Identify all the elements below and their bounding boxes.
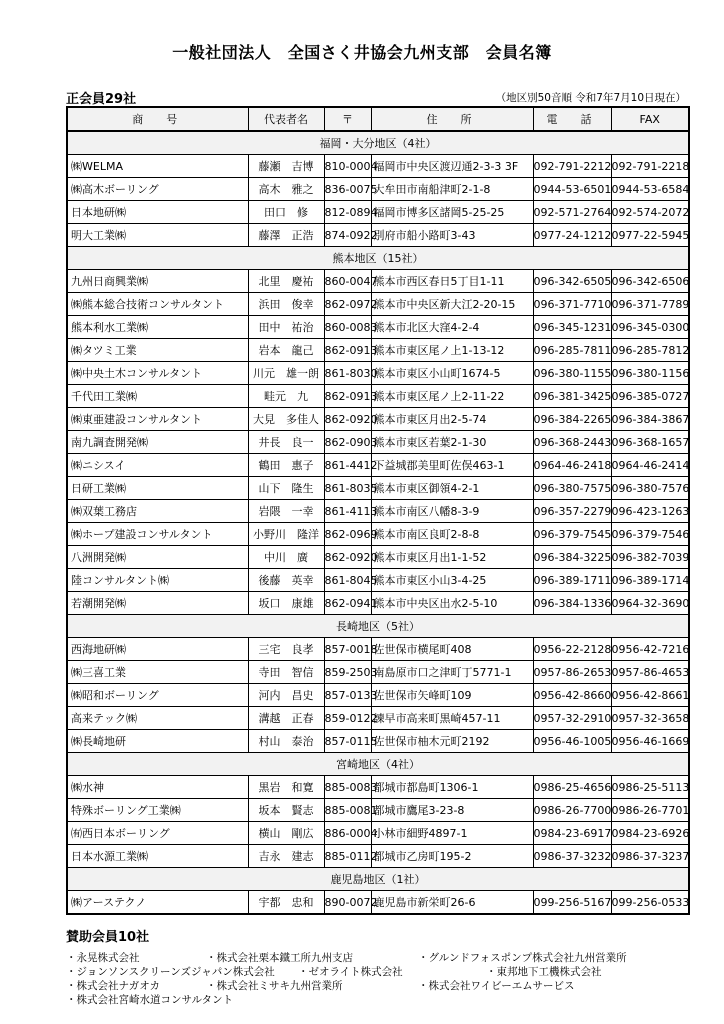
- member-zip: 885-0112: [324, 845, 371, 868]
- member-zip: 885-0081: [324, 799, 371, 822]
- member-tel: 0956-22-2128: [533, 638, 611, 661]
- member-tel: 0977-24-1212: [533, 224, 611, 247]
- supporting-member: ・株式会社ワイビーエムサービス: [418, 980, 575, 992]
- region-header-row: [67, 247, 689, 270]
- member-rep: 山下 隆生: [248, 477, 324, 500]
- member-zip: 812-0894: [324, 201, 371, 224]
- region-label: 鹿児島地区（1社）: [67, 868, 689, 891]
- member-tel: 096-357-2279: [533, 500, 611, 523]
- member-fax: 096-285-7812: [611, 339, 689, 362]
- member-row: [67, 891, 689, 915]
- col-header-tel: 電 話: [533, 107, 611, 131]
- member-addr: 熊本市西区春日5丁目1-11: [371, 270, 533, 293]
- member-addr: 熊本市南区良町2-8-8: [371, 523, 533, 546]
- member-tel: 0944-53-6501: [533, 178, 611, 201]
- member-tel: 096-371-7710: [533, 293, 611, 316]
- member-name: ㈱アーステクノ: [67, 891, 248, 915]
- supporting-row: [66, 978, 706, 992]
- member-row: [67, 293, 689, 316]
- member-zip: 886-0004: [324, 822, 371, 845]
- member-tel: 096-380-7575: [533, 477, 611, 500]
- member-rep: 田口 修: [248, 201, 324, 224]
- member-name: 熊本利水工業㈱: [67, 316, 248, 339]
- regular-members-heading: 正会員29社: [66, 92, 137, 107]
- region-header-row: [67, 615, 689, 638]
- member-rep: 中川 廣: [248, 546, 324, 569]
- member-fax: 096-368-1657: [611, 431, 689, 454]
- member-rep: 村山 泰治: [248, 730, 324, 753]
- member-row: [67, 546, 689, 569]
- supporting-member: ・ゼオライト株式会社: [298, 966, 403, 978]
- member-zip: 885-0083: [324, 776, 371, 799]
- supporting-member: ・株式会社ミサキ九州営業所: [206, 980, 343, 992]
- member-name: ㈱中央土木コンサルタント: [67, 362, 248, 385]
- region-header-row: [67, 868, 689, 891]
- supporting-row: [66, 992, 706, 1006]
- member-fax: 096-379-7546: [611, 523, 689, 546]
- member-tel: 0986-26-7700: [533, 799, 611, 822]
- member-addr: 佐世保市矢峰町109: [371, 684, 533, 707]
- region-header-row: [67, 131, 689, 155]
- supporting-member: ・グルンドフォスポンプ株式会社九州営業所: [418, 952, 627, 964]
- member-name: 西海地研㈱: [67, 638, 248, 661]
- member-tel: 0957-86-2653: [533, 661, 611, 684]
- table-body: [67, 131, 689, 914]
- col-header-addr: 住 所: [371, 107, 533, 131]
- member-name: ㈱三喜工業: [67, 661, 248, 684]
- member-name: ㈱双葉工務店: [67, 500, 248, 523]
- member-fax: 0984-23-6926: [611, 822, 689, 845]
- member-name: 高来テック㈱: [67, 707, 248, 730]
- member-name: ㈱ホープ建設コンサルタント: [67, 523, 248, 546]
- member-name: ㈱水神: [67, 776, 248, 799]
- supporting-row: [66, 950, 706, 964]
- member-row: [67, 201, 689, 224]
- member-rep: 鶴田 惠子: [248, 454, 324, 477]
- member-zip: 862-0913: [324, 385, 371, 408]
- member-tel: 096-342-6505: [533, 270, 611, 293]
- member-addr: 諫早市高来町黒崎457-11: [371, 707, 533, 730]
- member-row: [67, 845, 689, 868]
- member-rep: 田中 祐治: [248, 316, 324, 339]
- member-name: 若潮開発㈱: [67, 592, 248, 615]
- member-tel: 099-256-5167: [533, 891, 611, 915]
- member-fax: 0957-32-3658: [611, 707, 689, 730]
- member-row: [67, 477, 689, 500]
- member-fax: 0977-22-5945: [611, 224, 689, 247]
- member-name: ㈱ニシスイ: [67, 454, 248, 477]
- table-header-row: [67, 107, 689, 131]
- member-row: [67, 224, 689, 247]
- member-zip: 836-0075: [324, 178, 371, 201]
- member-rep: 寺田 智信: [248, 661, 324, 684]
- member-rep: 北里 慶祐: [248, 270, 324, 293]
- member-tel: 092-791-2212: [533, 155, 611, 178]
- member-name: 日本地研㈱: [67, 201, 248, 224]
- member-addr: 佐世保市柚木元町2192: [371, 730, 533, 753]
- member-rep: 小野川 隆洋: [248, 523, 324, 546]
- member-addr: 都城市乙房町195-2: [371, 845, 533, 868]
- member-zip: 859-0122: [324, 707, 371, 730]
- member-rep: 後藤 英幸: [248, 569, 324, 592]
- member-rep: 宇都 忠和: [248, 891, 324, 915]
- member-name: ㈱長崎地研: [67, 730, 248, 753]
- member-name: 特殊ボーリング工業㈱: [67, 799, 248, 822]
- member-fax: 096-385-0727: [611, 385, 689, 408]
- member-tel: 096-285-7811: [533, 339, 611, 362]
- member-tel: 092-571-2764: [533, 201, 611, 224]
- member-rep: 吉永 建志: [248, 845, 324, 868]
- col-header-fax: FAX: [611, 107, 689, 131]
- member-table: [66, 106, 690, 915]
- member-row: [67, 408, 689, 431]
- member-fax: 0956-42-8661: [611, 684, 689, 707]
- member-rep: 坂口 康雄: [248, 592, 324, 615]
- member-addr: 熊本市北区大窪4-2-4: [371, 316, 533, 339]
- member-name: ㈲西日本ボーリング: [67, 822, 248, 845]
- member-rep: 岩隈 一幸: [248, 500, 324, 523]
- member-fax: 096-371-7789: [611, 293, 689, 316]
- member-zip: 874-0922: [324, 224, 371, 247]
- member-addr: 福岡市中央区渡辺通2-3-3 3F: [371, 155, 533, 178]
- member-tel: 0986-25-4656: [533, 776, 611, 799]
- member-name: ㈱熊本総合技術コンサルタント: [67, 293, 248, 316]
- member-zip: 862-0972: [324, 293, 371, 316]
- member-zip: 862-0969: [324, 523, 371, 546]
- member-name: ㈱昭和ボーリング: [67, 684, 248, 707]
- member-name: 九州日商興業㈱: [67, 270, 248, 293]
- member-addr: 福岡市博多区諸岡5-25-25: [371, 201, 533, 224]
- member-rep: 畦元 九: [248, 385, 324, 408]
- member-zip: 862-0941: [324, 592, 371, 615]
- member-name: 日本水源工業㈱: [67, 845, 248, 868]
- member-name: 千代田工業㈱: [67, 385, 248, 408]
- member-zip: 861-4113: [324, 500, 371, 523]
- member-row: [67, 776, 689, 799]
- member-zip: 861-8045: [324, 569, 371, 592]
- member-fax: 0964-32-3690: [611, 592, 689, 615]
- member-fax: 0986-26-7701: [611, 799, 689, 822]
- member-addr: 熊本市南区八幡8-3-9: [371, 500, 533, 523]
- member-row: [67, 822, 689, 845]
- member-addr: 都城市鷹尾3-23-8: [371, 799, 533, 822]
- date-note: （地区別50音順 令和7年7月10日現在）: [495, 92, 686, 104]
- member-zip: 890-0072: [324, 891, 371, 915]
- member-fax: 096-380-7576: [611, 477, 689, 500]
- member-zip: 861-8030: [324, 362, 371, 385]
- member-name: ㈱WELMA: [67, 155, 248, 178]
- member-fax: 0957-86-4653: [611, 661, 689, 684]
- supporting-member: ・東邦地下工機株式会社: [486, 966, 602, 978]
- region-header-row: [67, 753, 689, 776]
- member-fax: 0986-25-5113: [611, 776, 689, 799]
- member-tel: 096-384-2265: [533, 408, 611, 431]
- member-zip: 862-0903: [324, 431, 371, 454]
- member-addr: 鹿児島市新栄町26-6: [371, 891, 533, 915]
- member-rep: 大見 多佳人: [248, 408, 324, 431]
- member-row: [67, 385, 689, 408]
- member-zip: 862-0920: [324, 546, 371, 569]
- member-row: [67, 155, 689, 178]
- member-name: 八洲開発㈱: [67, 546, 248, 569]
- member-row: [67, 684, 689, 707]
- member-zip: 860-0047: [324, 270, 371, 293]
- member-rep: 高木 雅之: [248, 178, 324, 201]
- member-tel: 096-380-1155: [533, 362, 611, 385]
- supporting-member: ・株式会社栗本鐵工所九州支店: [206, 952, 353, 964]
- member-row: [67, 638, 689, 661]
- member-row: [67, 730, 689, 753]
- page-title: 一般社団法人 全国さく井協会九州支部 会員名簿: [172, 43, 552, 62]
- member-rep: 溝越 正春: [248, 707, 324, 730]
- member-fax: 0956-42-7216: [611, 638, 689, 661]
- member-tel: 0956-42-8660: [533, 684, 611, 707]
- member-tel: 096-368-2443: [533, 431, 611, 454]
- member-row: [67, 362, 689, 385]
- member-fax: 0956-46-1669: [611, 730, 689, 753]
- member-addr: 大牟田市南船津町2-1-8: [371, 178, 533, 201]
- member-zip: 860-0083: [324, 316, 371, 339]
- region-label: 長崎地区（5社）: [67, 615, 689, 638]
- member-tel: 096-389-1711: [533, 569, 611, 592]
- member-name: 南九調査開発㈱: [67, 431, 248, 454]
- member-name: ㈱高木ボーリング: [67, 178, 248, 201]
- member-fax: 096-423-1263: [611, 500, 689, 523]
- member-zip: 861-4412: [324, 454, 371, 477]
- member-addr: 小林市細野4897-1: [371, 822, 533, 845]
- member-row: [67, 431, 689, 454]
- member-addr: 熊本市東区尾ノ上2-11-22: [371, 385, 533, 408]
- member-rep: 藤澤 正浩: [248, 224, 324, 247]
- member-fax: 096-382-7039: [611, 546, 689, 569]
- member-rep: 藤瀬 吉博: [248, 155, 324, 178]
- member-zip: 857-0018: [324, 638, 371, 661]
- member-addr: 熊本市東区若葉2-1-30: [371, 431, 533, 454]
- member-rep: 横山 剛広: [248, 822, 324, 845]
- member-rep: 浜田 俊幸: [248, 293, 324, 316]
- member-rep: 井長 良一: [248, 431, 324, 454]
- member-zip: 862-0920: [324, 408, 371, 431]
- member-tel: 0957-32-2910: [533, 707, 611, 730]
- member-row: [67, 523, 689, 546]
- member-rep: 黒岩 和寛: [248, 776, 324, 799]
- member-row: [67, 316, 689, 339]
- member-tel: 096-384-3225: [533, 546, 611, 569]
- member-fax: 0964-46-2414: [611, 454, 689, 477]
- member-rep: 川元 雄一朗: [248, 362, 324, 385]
- member-addr: 南島原市口之津町丁5771-1: [371, 661, 533, 684]
- member-addr: 熊本市中央区新大江2-20-15: [371, 293, 533, 316]
- member-addr: 熊本市中央区出水2-5-10: [371, 592, 533, 615]
- region-label: 宮崎地区（4社）: [67, 753, 689, 776]
- member-name: 陸コンサルタント㈱: [67, 569, 248, 592]
- member-addr: 佐世保市横尾町408: [371, 638, 533, 661]
- member-addr: 熊本市東区月出2-5-74: [371, 408, 533, 431]
- member-rep: 岩本 龍己: [248, 339, 324, 362]
- member-rep: 河内 昌史: [248, 684, 324, 707]
- member-tel: 096-345-1231: [533, 316, 611, 339]
- supporting-member: ・株式会社宮崎水道コンサルタント: [66, 994, 234, 1006]
- member-fax: 092-574-2072: [611, 201, 689, 224]
- supporting-members-heading: 賛助会員10社: [66, 930, 150, 945]
- member-tel: 0956-46-1005: [533, 730, 611, 753]
- member-addr: 熊本市東区御領4-2-1: [371, 477, 533, 500]
- member-row: [67, 270, 689, 293]
- member-fax: 096-380-1156: [611, 362, 689, 385]
- member-tel: 0964-46-2418: [533, 454, 611, 477]
- member-tel: 0984-23-6917: [533, 822, 611, 845]
- member-zip: 857-0115: [324, 730, 371, 753]
- member-tel: 096-381-3425: [533, 385, 611, 408]
- member-zip: 861-8035: [324, 477, 371, 500]
- member-addr: 熊本市東区小山町1674-5: [371, 362, 533, 385]
- member-fax: 0986-37-3237: [611, 845, 689, 868]
- member-zip: 857-0133: [324, 684, 371, 707]
- supporting-row: [66, 964, 706, 978]
- member-name: ㈱タツミ工業: [67, 339, 248, 362]
- region-label: 福岡・大分地区（4社）: [67, 131, 689, 155]
- member-name: ㈱東亜建設コンサルタント: [67, 408, 248, 431]
- member-addr: 下益城郡美里町佐俣463-1: [371, 454, 533, 477]
- supporting-member: ・永晃株式会社: [66, 952, 140, 964]
- member-name: 明大工業㈱: [67, 224, 248, 247]
- member-row: [67, 799, 689, 822]
- col-header-name: 商 号: [67, 107, 248, 131]
- member-zip: 862-0913: [324, 339, 371, 362]
- member-tel: 0986-37-3232: [533, 845, 611, 868]
- member-row: [67, 454, 689, 477]
- member-tel: 096-379-7545: [533, 523, 611, 546]
- member-addr: 都城市都島町1306-1: [371, 776, 533, 799]
- member-row: [67, 707, 689, 730]
- member-fax: 099-256-0533: [611, 891, 689, 915]
- supporting-members-list: [66, 950, 706, 1006]
- supporting-member: ・ジョンソンスクリーンズジャパン株式会社: [66, 966, 275, 978]
- member-addr: 熊本市東区尾ノ上1-13-12: [371, 339, 533, 362]
- member-fax: 096-384-3867: [611, 408, 689, 431]
- member-fax: 096-342-6506: [611, 270, 689, 293]
- member-name: 日研工業㈱: [67, 477, 248, 500]
- member-row: [67, 569, 689, 592]
- member-row: [67, 500, 689, 523]
- member-row: [67, 592, 689, 615]
- col-header-rep: 代表者名: [248, 107, 324, 131]
- member-fax: 096-345-0300: [611, 316, 689, 339]
- member-rep: 坂本 賢志: [248, 799, 324, 822]
- region-label: 熊本地区（15社）: [67, 247, 689, 270]
- member-zip: 810-0004: [324, 155, 371, 178]
- member-rep: 三宅 良孝: [248, 638, 324, 661]
- member-row: [67, 661, 689, 684]
- member-addr: 別府市船小路町3-43: [371, 224, 533, 247]
- member-fax: 092-791-2218: [611, 155, 689, 178]
- member-row: [67, 339, 689, 362]
- member-zip: 859-2503: [324, 661, 371, 684]
- member-tel: 096-384-1336: [533, 592, 611, 615]
- member-row: [67, 178, 689, 201]
- member-addr: 熊本市東区小山3-4-25: [371, 569, 533, 592]
- member-fax: 096-389-1714: [611, 569, 689, 592]
- member-addr: 熊本市東区月出1-1-52: [371, 546, 533, 569]
- col-header-zip: 〒: [324, 107, 371, 131]
- member-fax: 0944-53-6584: [611, 178, 689, 201]
- supporting-member: ・株式会社ナガオカ: [66, 980, 160, 992]
